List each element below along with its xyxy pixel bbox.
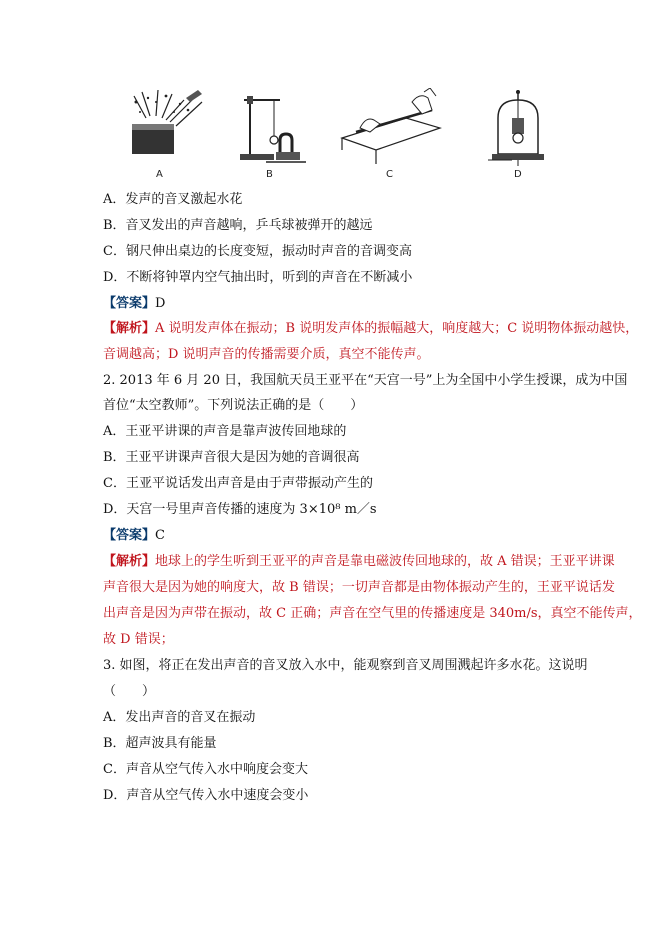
analysis-tag: 【解析】: [103, 321, 156, 336]
q1-option-c: C．钢尺伸出桌边的长度变短，振动时声音的音调变高: [103, 244, 412, 259]
figure-a: [126, 88, 206, 180]
q3-stem-line-1: 3. 如图，将正在发出声音的音叉放入水中，能观察到音叉周围溅起许多水花。这说明: [103, 658, 588, 673]
figure-label-a: A: [156, 169, 163, 180]
answer-value: D: [155, 296, 166, 311]
analysis-text: A 说明发声体在振动；B 说明发声体的振幅越大，响度越大；C 说明物体振动越快，: [155, 321, 639, 336]
figure-label-c: C: [386, 169, 393, 180]
q2-analysis-line-4: 故 D 错误；: [103, 632, 174, 647]
q2-stem-line-2: 首位“太空教师”。下列说法正确的是（ ）: [103, 398, 364, 413]
analysis-tag: 【解析】: [103, 554, 156, 569]
q1-answer: [103, 295, 165, 313]
q3-stem-line-2: （ ）: [103, 684, 156, 699]
q2-option-c: C．王亚平说话发出声音是由于声带振动产生的: [103, 476, 373, 491]
q2-analysis-line-3: 出声音是因为声带在振动，故 C 正确；声音在空气里的传播速度是 340m/s，真空不能传声，: [103, 606, 642, 621]
answer-value: C: [155, 528, 165, 543]
q2-answer: [103, 527, 165, 545]
ping-pong-ball-stand-illustration: [236, 88, 316, 168]
q1-analysis-line-1: [103, 320, 638, 338]
q2-analysis-line-1: [103, 553, 615, 571]
answer-tag: 【答案】: [103, 296, 156, 311]
q1-analysis-line-2: 音调越高；D 说明声音的传播需要介质，真空不能传声。: [103, 347, 430, 362]
q2-option-a: A．王亚平讲课的声音是靠声波传回地球的: [103, 424, 347, 439]
q2-option-d: D．天宫一号里声音传播的速度为 3×10⁸ m／s: [103, 502, 377, 517]
ruler-table-illustration: [336, 88, 446, 168]
analysis-text: 地球上的学生听到王亚平的声音是靠电磁波传回地球的，故 A 错误；王亚平讲课: [155, 554, 615, 569]
q2-option-b: B．王亚平讲课声音很大是因为她的音调很高: [103, 450, 360, 465]
q3-option-c: C．声音从空气传入水中响度会变大: [103, 762, 308, 777]
figure-d: [488, 88, 548, 180]
q2-analysis-line-2: 声音很大是因为她的响度大，故 B 错误；一切声音都是由物体振动产生的，王亚平说话发: [103, 580, 615, 595]
figure-label-d: D: [514, 169, 522, 180]
q1-option-b: B．音叉发出的声音越响，乒乓球被弹开的越远: [103, 218, 373, 233]
figure-row: [126, 88, 556, 180]
q2-stem-line-1: 2. 2013 年 6 月 20 日，我国航天员王亚平在“天宫一号”上为全国中小学生授课，成为中国: [103, 373, 628, 388]
q3-option-b: B．超声波具有能量: [103, 736, 217, 751]
q1-option-d: D．不断将钟罩内空气抽出时，听到的声音在不断减小: [103, 270, 413, 285]
q3-option-d: D．声音从空气传入水中速度会变小: [103, 788, 309, 803]
q3-option-a: A．发出声音的音叉在振动: [103, 710, 256, 725]
q1-option-a: A．发声的音叉激起水花: [103, 192, 243, 207]
figure-label-b: B: [266, 169, 273, 180]
figure-c: [336, 88, 446, 180]
tuning-fork-water-illustration: [126, 88, 206, 168]
answer-tag: 【答案】: [103, 528, 156, 543]
figure-b: [236, 88, 316, 180]
bell-jar-illustration: [488, 88, 548, 172]
